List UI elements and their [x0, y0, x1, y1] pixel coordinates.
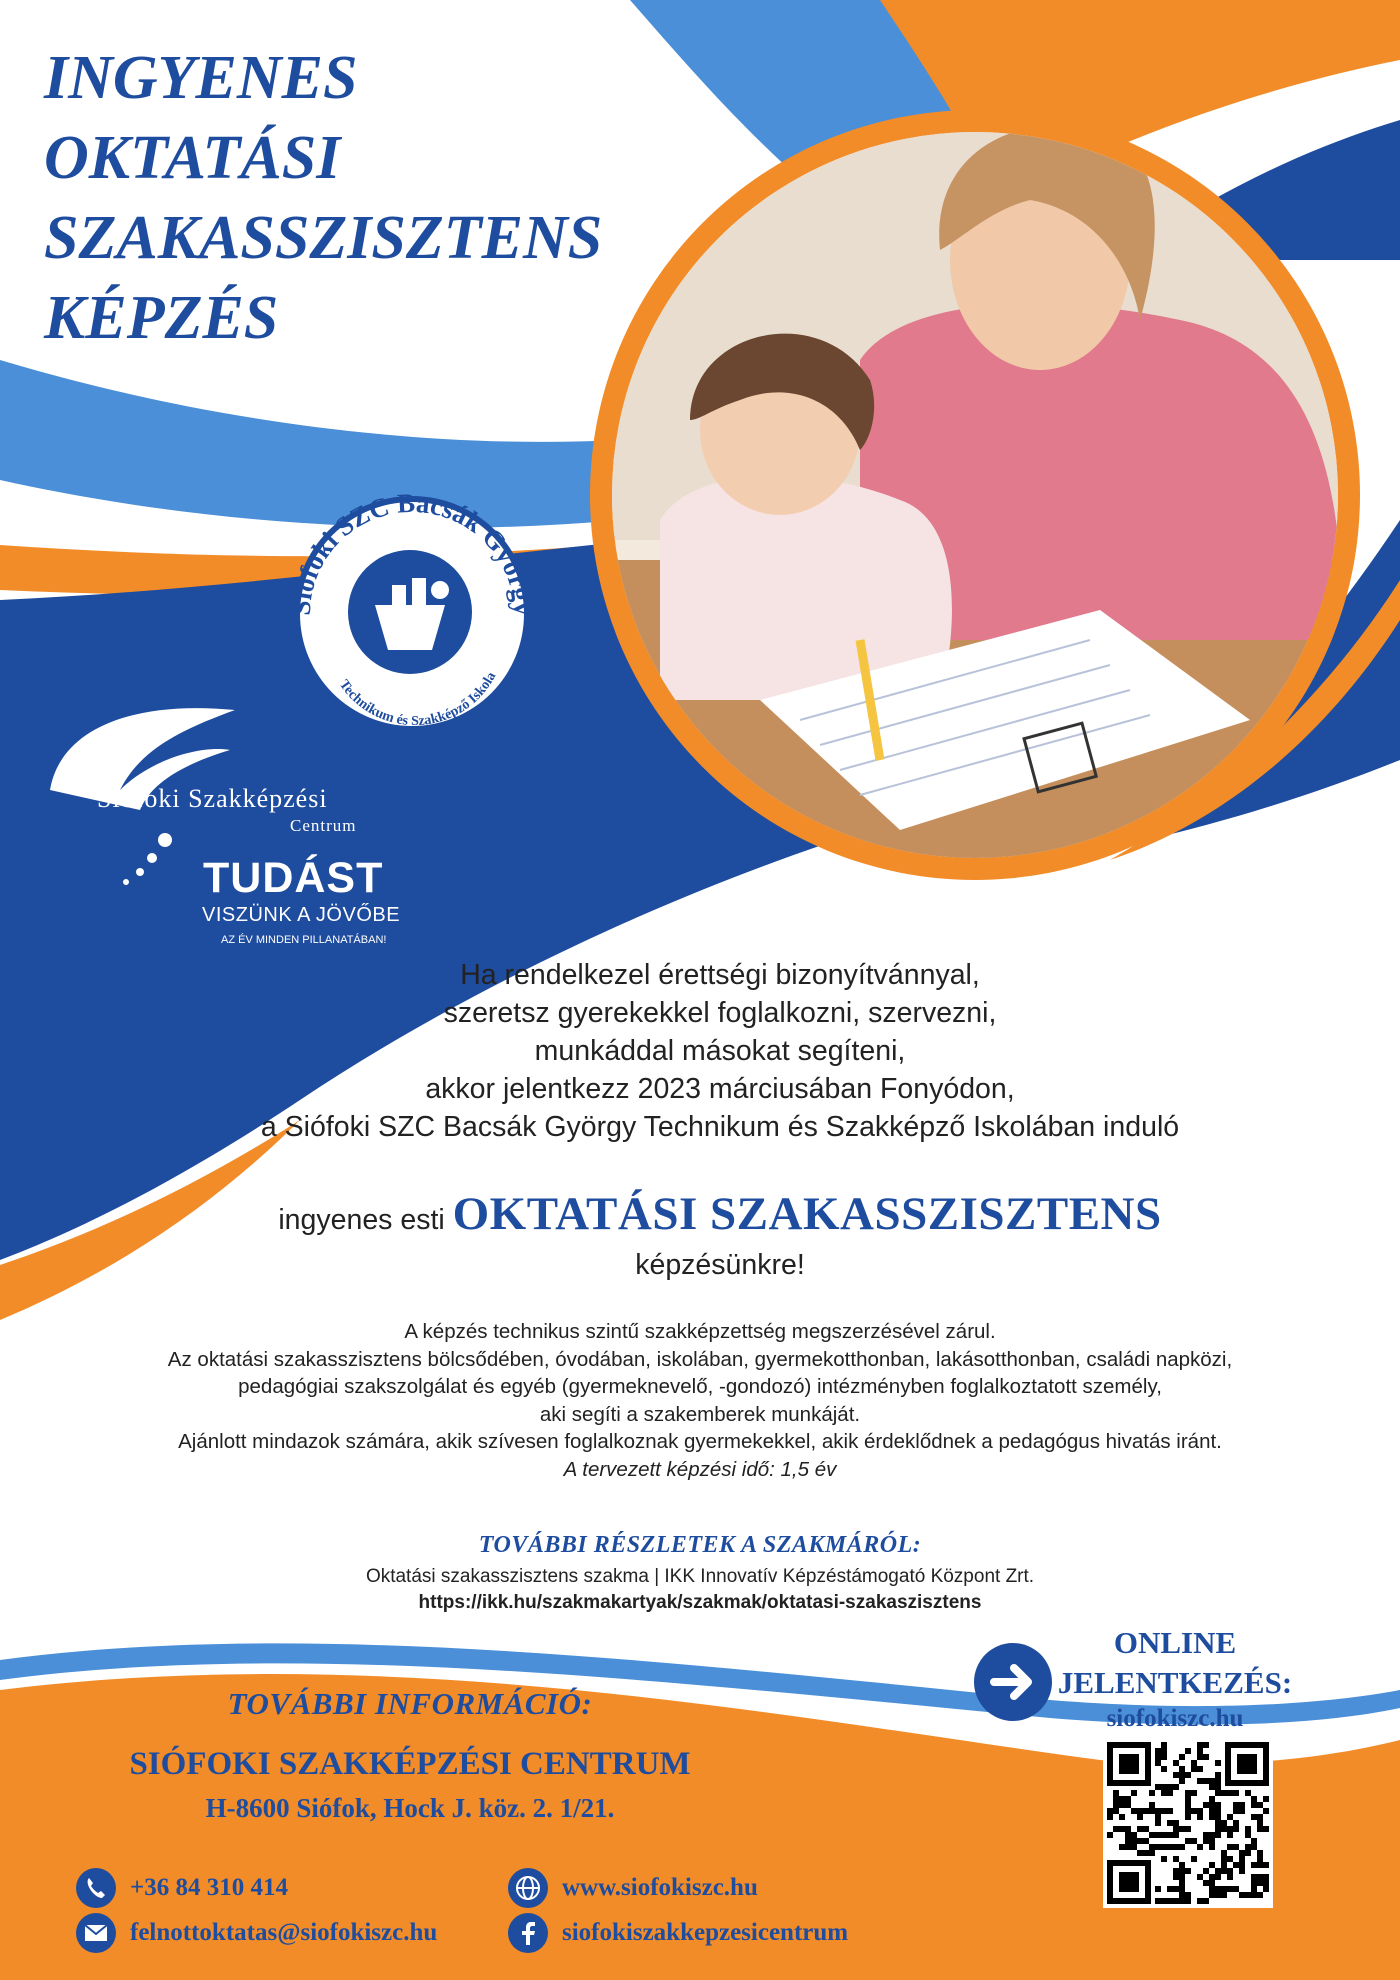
- body-line: Ajánlott mindazok számára, akik szívesen foglalkoznak gyermekekkel, akik érdeklődnek a pedagógus hivatás iránt.: [178, 1430, 1222, 1453]
- body-line: pedagógiai szakszolgálat és egyéb (gyermeknevelő, -gondozó) intézményben foglalkoztatott személy,: [238, 1375, 1162, 1398]
- centre-logo-slogan-big: TUDÁST: [203, 854, 384, 902]
- qr-code-graphic: [1103, 1738, 1273, 1908]
- info-org: SIÓFOKI SZAKKÉPZÉSI CENTRUM: [129, 1746, 691, 1782]
- online-url-link[interactable]: siofokiszc.hu: [1106, 1705, 1244, 1732]
- details-text: Oktatási szakasszisztens szakma | IKK Innovatív Képzéstámogató Központ Zrt.: [365, 1566, 1035, 1587]
- centre-logo-slogan-small: AZ ÉV MINDEN PILLANATÁBAN!: [221, 934, 387, 946]
- body-line: aki segíti a szakemberek munkáját.: [539, 1402, 861, 1426]
- title-line: KÉPZÉS: [44, 284, 279, 352]
- body-line: A képzés technikus szintű szakképzettség megszerzésével zárul.: [404, 1320, 996, 1343]
- left-light-blue-wave: [0, 360, 620, 528]
- body-line: Az oktatási szakasszisztens bölcsődében, óvodában, iskolában, gyermekotthonban, lakásotthonban, családi napközi,: [167, 1347, 1233, 1371]
- highlight-line: [180, 1187, 1260, 1241]
- intro-line: munkáddal másokat segíteni,: [534, 1035, 906, 1067]
- title-line: OKTATÁSI: [44, 124, 341, 192]
- intro-line: a Siófoki SZC Bacsák György Technikum és Szakképző Iskolában induló: [260, 1111, 1180, 1143]
- online-registration: [1055, 1623, 1295, 1703]
- website-link[interactable]: www.siofokiszc.hu: [562, 1874, 758, 1901]
- body-text: [40, 1318, 1360, 1483]
- online-line: ONLINE: [1113, 1625, 1237, 1660]
- details-url-link[interactable]: https://ikk.hu/szakmakartyak/szakmak/oktatasi-szakaszisztens: [418, 1592, 982, 1613]
- online-line: JELENTKEZÉS:: [1057, 1665, 1293, 1700]
- intro-line: Ha rendelkezel érettségi bizonyítvánnyal,: [460, 959, 980, 991]
- email-icon: [76, 1913, 116, 1953]
- email-address[interactable]: felnottoktatas@siofokiszc.hu: [130, 1919, 438, 1946]
- info-address: H-8600 Siófok, Hock J. köz. 2. 1/21.: [205, 1793, 615, 1823]
- phone-number[interactable]: +36 84 310 414: [130, 1874, 288, 1901]
- info-heading: TOVÁBBI INFORMÁCIÓ:: [227, 1686, 593, 1721]
- qr-code[interactable]: [1103, 1738, 1273, 1908]
- title-line: INGYENES: [44, 44, 358, 112]
- globe-icon: [508, 1868, 548, 1908]
- arrow-right-glyph: [974, 1643, 1052, 1721]
- centre-logo: [40, 706, 400, 956]
- school-seal-ring-bottom: Technikum és Szakképző Iskola: [335, 669, 500, 730]
- phone-icon: [76, 1868, 116, 1908]
- highlight-course-name: OKTATÁSI SZAKASSZISZTENS: [452, 1188, 1162, 1240]
- centre-logo-slogan-mid: VISZÜNK A JÖVŐBE: [202, 904, 401, 926]
- highlight-prefix: ingyenes esti: [278, 1204, 445, 1236]
- centre-logo-name: Siófoki Szakképzési: [97, 784, 328, 813]
- details-heading: TOVÁBBI RÉSZLETEK A SZAKMÁRÓL:: [478, 1532, 922, 1558]
- facebook-link[interactable]: siofokiszakkepzesicentrum: [562, 1919, 849, 1946]
- centre-logo-sub: Centrum: [290, 816, 357, 835]
- intro-line: akkor jelentkezz 2023 márciusában Fonyódon,: [425, 1073, 1015, 1105]
- title-line: SZAKASSZISZTENS: [44, 204, 603, 272]
- intro-line: szeretsz gyerekekkel foglalkozni, szervezni,: [443, 997, 997, 1029]
- facebook-icon: [508, 1913, 548, 1953]
- main-title: [44, 38, 684, 358]
- course-suffix: képzésünkre!: [635, 1249, 805, 1281]
- arrow-right-icon[interactable]: [974, 1643, 1052, 1721]
- duration-line: A tervezett képzési idő: 1,5 év: [563, 1457, 837, 1481]
- intro-text: [180, 956, 1260, 1146]
- school-seal-ring-top: Siófoki SZC Bacsák György: [285, 487, 539, 617]
